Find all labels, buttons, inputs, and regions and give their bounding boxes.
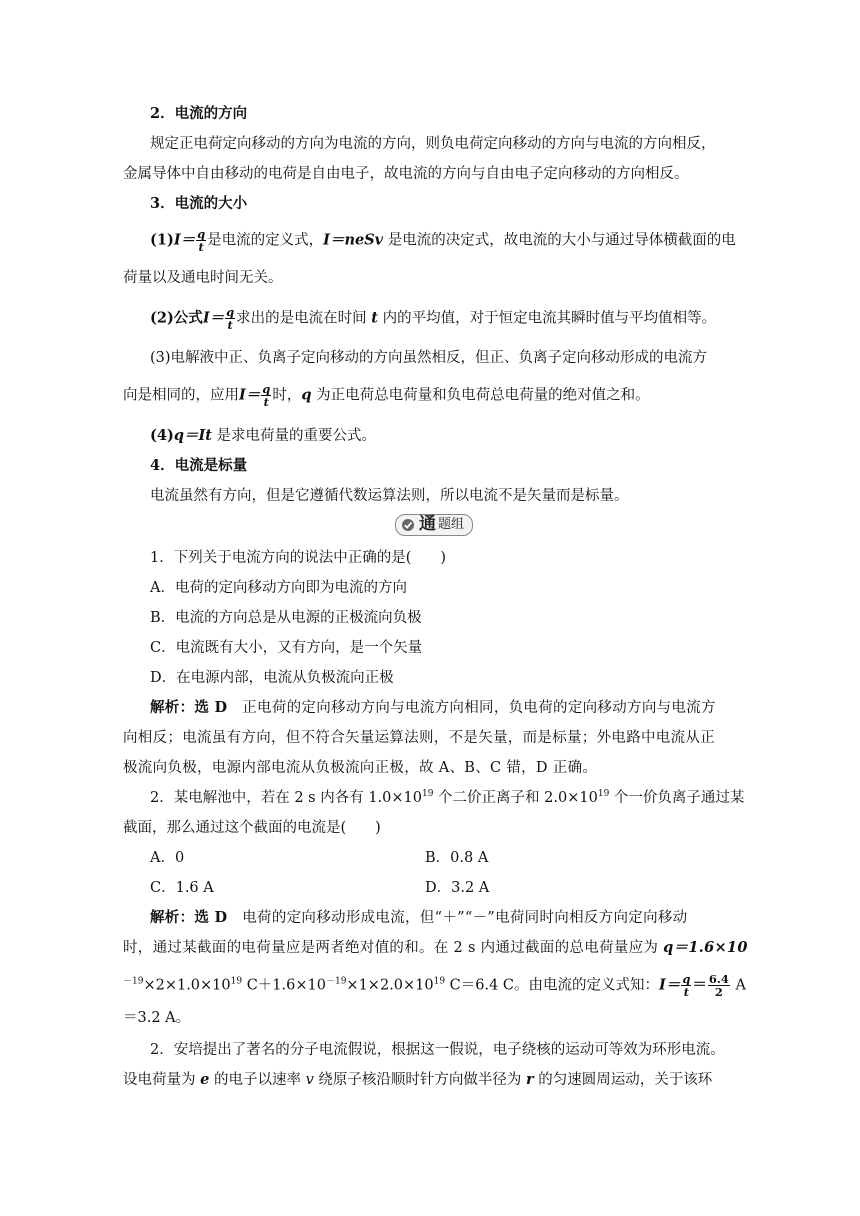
option-b: B．电流的方向总是从电源的正极流向负极 [150,610,422,626]
item-3-cont: 向是相同的，应用I＝ $\frac{q}{t}$ 时，q 为正电荷总电荷量和负电荷总电荷量的绝对值之和。 [123,382,650,409]
option-c: C．电流既有大小，又有方向，是一个矢量 [150,640,423,656]
option-d: D．3.2 A [425,880,490,896]
formula: I＝ [202,309,225,327]
fraction: $\frac{q}{t}$ [226,305,235,332]
formula: I＝ [173,231,196,249]
formula: q＝It [173,427,212,444]
option-b: B．0.8 A [425,850,489,866]
exercise-group-badge [395,514,473,536]
item-3: (3)电解液中正、负离子定向移动的方向虽然相反，但正、负离子定向移动形成的电流方 [150,350,708,366]
fraction: $\frac{q}{t}$ [262,382,271,409]
option-c: C．1.6 A [150,880,214,896]
analysis-cont: 向相反；电流虽有方向，但不符合矢量运算法则，不是矢量，而是标量；外电路中电流从正 [123,730,715,746]
analysis: 解析：选 D 正电荷的定向移动方向与电流方向相同，负电荷的定向移动方向与电流方 [150,699,716,716]
badge-main: 通 [419,514,436,534]
analysis-cont: $^{-19}\times 2\times 1.0\times 10^{19}$ $C+1.6\times 10^{-19}\times 1\times 2.0\times 10^{19}$ C＝6.4 C。由电流的定义式知：I＝ $\frac{q}{t}$ ＝ $\frac{6.4}{2}$ A [123,972,746,999]
badge-label: 题组 [438,517,465,532]
item-number: (1) [150,231,174,249]
formula: I＝ [659,976,681,994]
question-stem: 2．某电解池中，若在 2 s 内各有 $1.0\times 10^{19}$ 个二价正离子和 $2.0\times 10^{19}$ 个一价负离子通过某 [150,789,745,806]
option-d: D．在电源内部，电流从负极流向正极 [150,670,394,686]
option-a: A．0 [150,850,185,866]
analysis-cont: ＝3.2 A。 [123,1010,191,1026]
analysis-label: 解析：选 D [150,699,228,716]
fraction: $\frac{6.4}{2}$ [708,972,729,999]
question-stem: 1．下列关于电流方向的说法中正确的是( ) [150,550,447,566]
question-stem: 2．安培提出了著名的分子电流假说，根据这一假说，电子绕核的运动可等效为环形电流。 [150,1042,725,1058]
question-stem-cont: 截面，那么通过这个截面的电流是( ) [123,820,381,836]
question-stem-cont: 设电荷量为 e 的电子以速率 v 绕原子核沿顺时针方向做半径为 r 的匀速圆周运动，关于该环 [123,1071,713,1088]
paragraph: 金属导体中自由移动的电荷是自由电子，故电流的方向与自由电子定向移动的方向相反。 [123,166,689,182]
formula: I＝neSv [323,231,384,249]
item-1: (1)I＝ $\frac{q}{t}$ 是电流的定义式，I＝neSv 是电流的决定式，故电流的大小与通过导体横截面的电 [150,227,736,254]
analysis-label: 解析：选 D [150,909,228,926]
fraction: $\frac{q}{t}$ [682,972,691,999]
option-a: A．电荷的定向移动方向即为电流的方向 [150,580,407,596]
item-4: (4)q＝It 是求电荷量的重要公式。 [150,427,377,444]
paragraph: 荷量以及通电时间无关。 [123,270,283,286]
fraction: $\frac{q}{t}$ [197,227,206,254]
paragraph: 电流虽然有方向，但是它遵循代数运算法则，所以电流不是矢量而是标量。 [150,488,629,504]
paragraph: 规定正电荷定向移动的方向为电流的方向，则负电荷定向移动的方向与电流的方向相反， [150,136,716,152]
analysis-cont: 时，通过某截面的电荷量应是两者绝对值的和。在 2 s 内通过截面的总电荷量应为 q＝1.6×10 [123,939,748,956]
check-circle-icon [401,518,415,532]
analysis-cont: 极流向负极，电源内部电流从负极流向正极，故 A、B、C 错，D 正确。 [123,760,598,776]
item-2: (2)公式I＝ $\frac{q}{t}$ 求出的是电流在时间 t 内的平均值，对于恒定电流其瞬时值与平均值相等。 [150,305,717,332]
analysis: 解析：选 D 电荷的定向移动形成电流，但“＋”“－”电荷同时向相反方向定向移动 [150,909,688,926]
section-title: 2．电流的方向 [150,105,248,122]
section-title: 3．电流的大小 [150,195,248,212]
formula: I＝ [239,386,261,404]
section-title: 4．电流是标量 [150,457,248,474]
